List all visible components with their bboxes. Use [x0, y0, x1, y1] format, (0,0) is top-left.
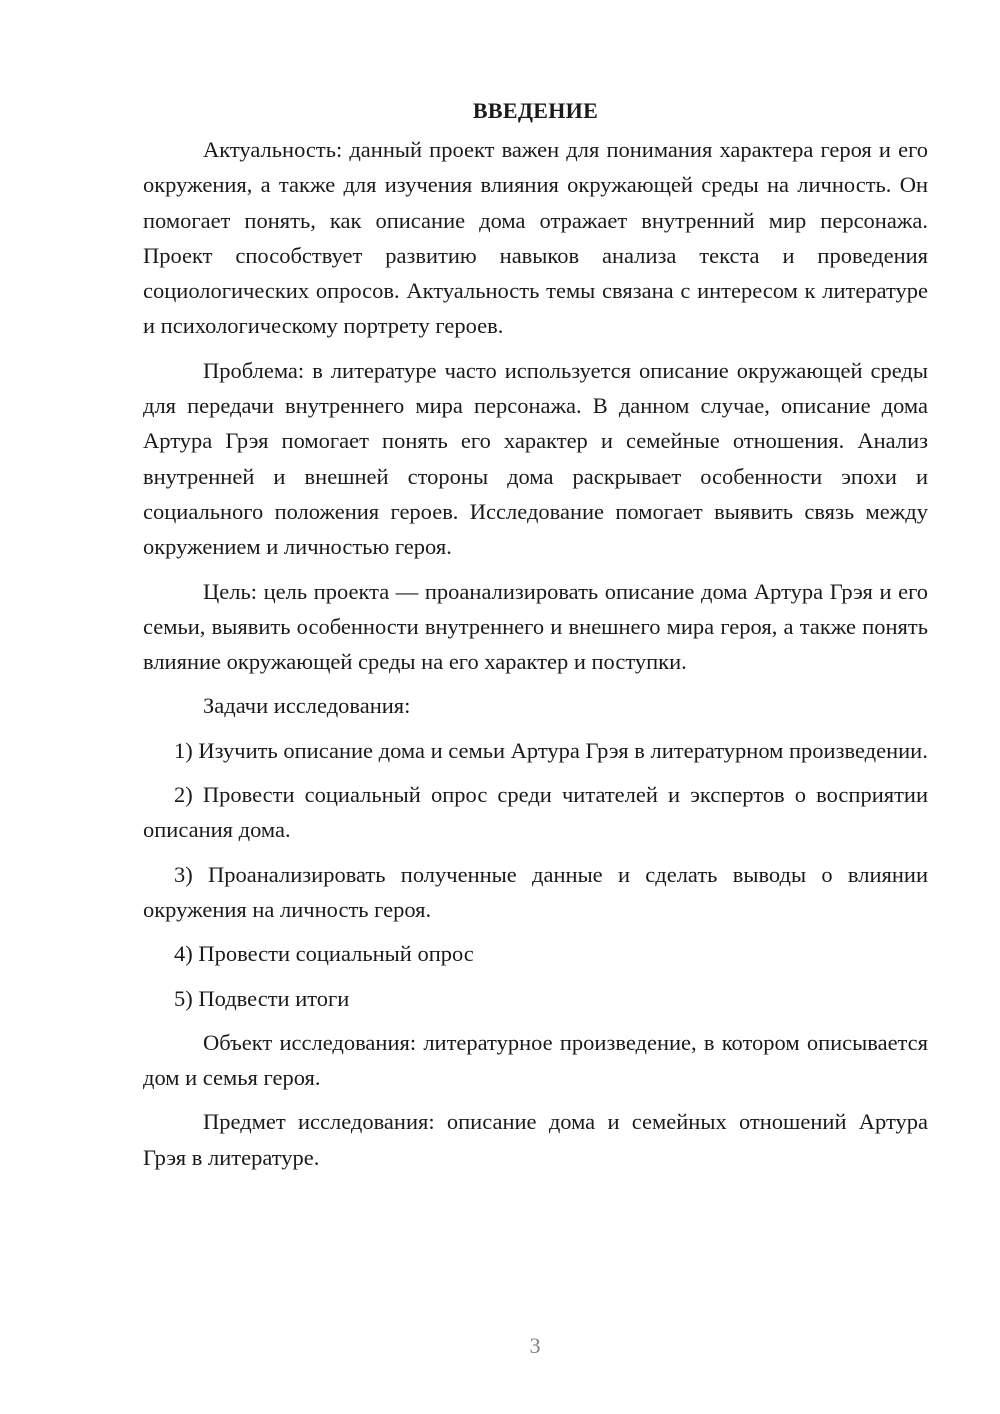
tasks-heading: Задачи исследования: — [203, 693, 411, 719]
paragraph-goal: Цель: цель проекта — проанализировать описание дома Артура Грэя и его семьи, выявить особенности внутреннего и внешнего мира героя, а также понять влияние окружающей среды на его характер и поступки. — [143, 578, 928, 675]
paragraph-research-object: Объект исследования: литературное произведение, в котором описывается дом и семья героя. — [143, 1029, 928, 1091]
section-heading: ВВЕДЕНИЕ — [472, 98, 599, 123]
task-item-5: 5) Подвести итоги — [174, 985, 350, 1011]
page-number: 3 — [529, 1333, 541, 1358]
task-item-1: 1) Изучить описание дома и семьи Артура Грэя в литературном произведении. — [174, 737, 928, 763]
paragraph-research-subject: Предмет исследования: описание дома и семейных отношений Артура Грэя в литературе. — [143, 1109, 928, 1170]
paragraph-relevance: Актуальность: данный проект важен для понимания характера героя и его окружения, а также для изучения влияния окружающей среды на личность. Он помогает понять, как описание дома отражает внутренний мир персонажа. Проект способствует развитию навыков анализа текста и проведения социологических опросов. Актуальность темы связана с интересом к литературе и психологическому портрету героев. — [143, 137, 928, 339]
page-content — [143, 96, 928, 1184]
paragraph-problem: Проблема: в литературе часто используется описание окружающей среды для передачи внутреннего мира персонажа. В данном случае, описание дома Артура Грэя помогает понять его характер и семейные отношения. Анализ внутренней и внешней стороны дома раскрывает особенности эпохи и социального положения героев. Исследование помогает выявить связь между окружением и личностью героя. — [143, 357, 928, 560]
task-item-3: 3) Проанализировать полученные данные и сделать выводы о влиянии окружения на личность героя. — [143, 861, 928, 922]
task-item-4: 4) Провести социальный опрос — [174, 941, 474, 967]
task-item-2: 2) Провести социальный опрос среди читателей и экспертов о восприятии описания дома. — [143, 782, 928, 843]
